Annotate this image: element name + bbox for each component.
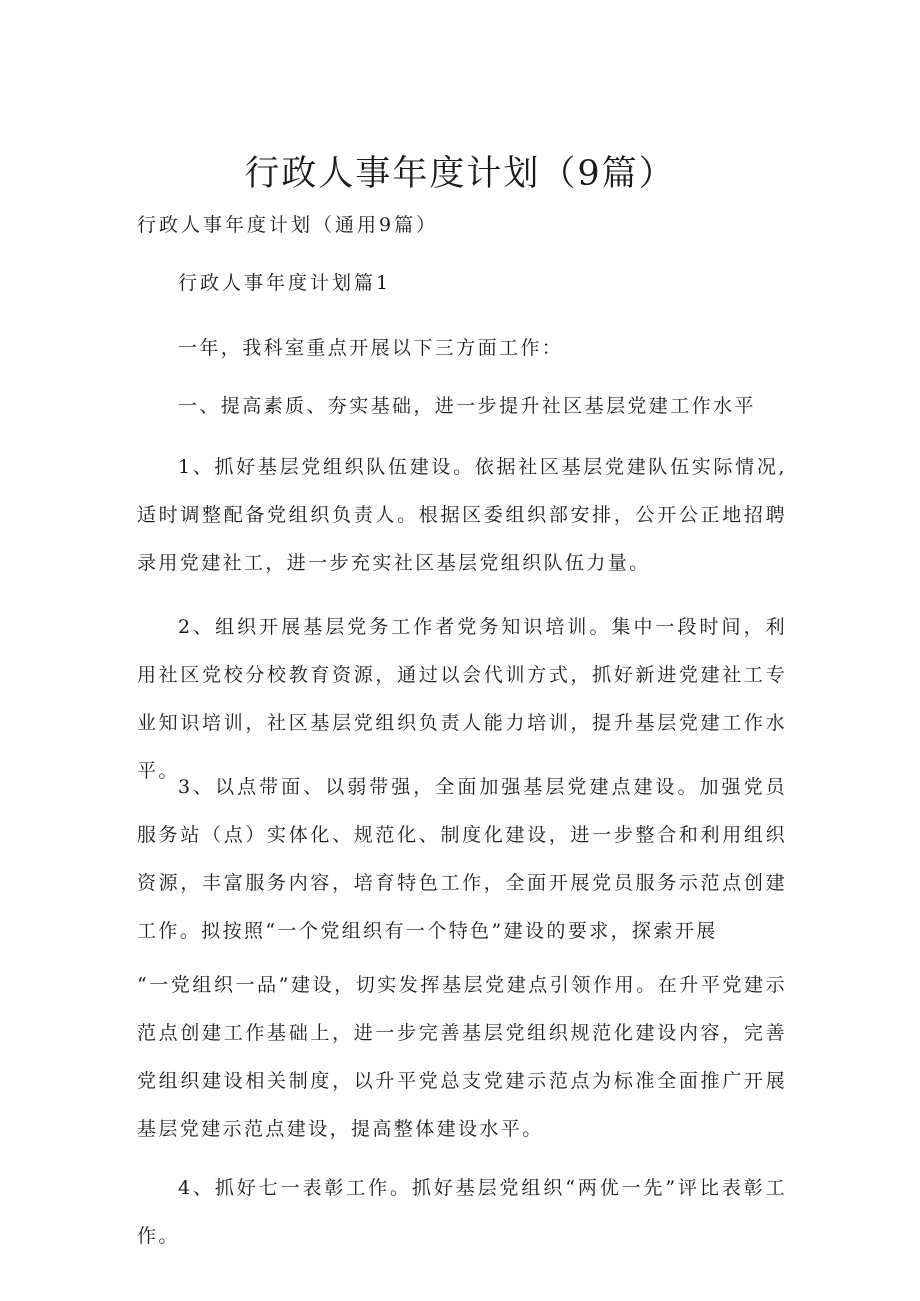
point-heading-1: 一、提高素质、夯实基础，进一步提升社区基层党建工作水平: [178, 395, 756, 417]
document-title: 行政人事年度计划（9篇）: [244, 154, 676, 194]
intro-paragraph: 一年，我科室重点开展以下三方面工作：: [178, 337, 564, 359]
document-subtitle: 行政人事年度计划（通用9篇）: [137, 214, 439, 236]
body-paragraph-3: 3、以点带面、以弱带强，全面加强基层党建点建设。加强党员服务站（点）实体化、规范化、制度化建设，进一步整合和利用组织资源，丰富服务内容，培育特色工作，全面开展党员服务示范点创建工作。拟按照“一个党组织有一个特色”建设的要求，探索开展: [137, 776, 787, 942]
body-paragraph-1: 1、抓好基层党组织队伍建设。依据社区基层党建队伍实际情况,适时调整配备党组织负责人。根据区委组织部安排，公开公正地招聘录用党建社工，进一步充实社区基层党组织队伍力量。: [137, 456, 787, 574]
section-heading: 行政人事年度计划篇1: [178, 272, 392, 294]
body-paragraph-3-continued: “一党组织一品”建设，切实发挥基层党建点引领作用。在升平党建示范点创建工作基础上，进一步完善基层党组织规范化建设内容，完善党组织建设相关制度，以升平党总支党建示范点为标准全面推广开展基层党建示范点建设，提高整体建设水平。: [137, 974, 787, 1140]
body-paragraph-2: 2、组织开展基层党务工作者党务知识培训。集中一段时间，利用社区党校分校教育资源，通过以会代训方式，抓好新进党建社工专业知识培训，社区基层党组织负责人能力培训，提升基层党建工作水平。: [137, 616, 787, 782]
body-paragraph-4: 4、抓好七一表彰工作。抓好基层党组织“两优一先”评比表彰工作。: [137, 1177, 787, 1247]
